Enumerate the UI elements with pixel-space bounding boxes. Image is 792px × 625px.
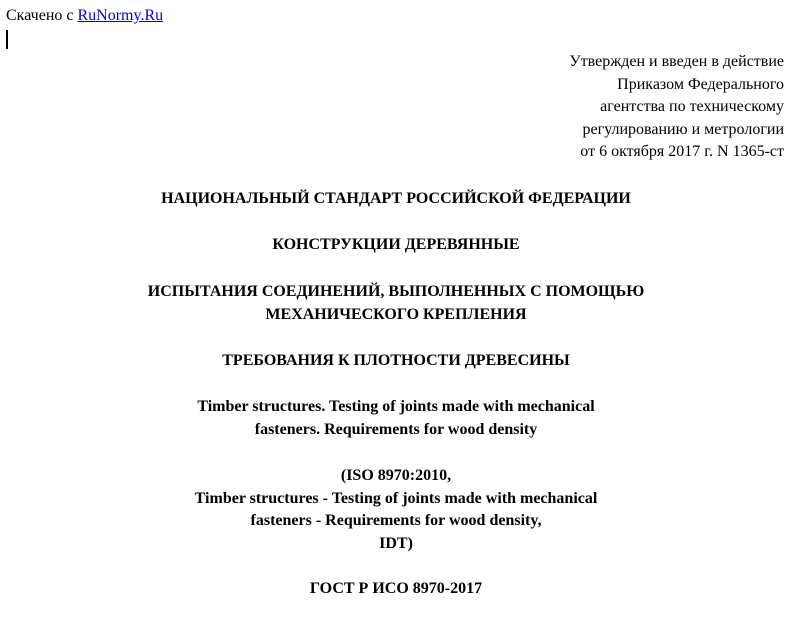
russian-title-line: ИСПЫТАНИЯ СОЕДИНЕНИЙ, ВЫПОЛНЕННЫХ С ПОМОЩЬЮ <box>147 283 645 300</box>
english-title-line: fasteners. Requirements for wood density <box>254 420 538 438</box>
approval-block <box>569 51 784 164</box>
standard-type-heading <box>0 188 792 211</box>
approval-line: агентства по техническому <box>600 98 784 115</box>
russian-subtitle-line: ТРЕБОВАНИЯ К ПЛОТНОСТИ ДРЕВЕСИНЫ <box>222 352 570 369</box>
russian-title <box>0 281 792 326</box>
approval-line: Утвержден и введен в действие <box>569 53 784 70</box>
iso-reference-line: (ISO 8970:2010, <box>340 467 452 484</box>
standard-type: НАЦИОНАЛЬНЫЙ СТАНДАРТ РОССИЙСКОЙ ФЕДЕРАЦИИ <box>161 190 631 207</box>
approval-line: регулированию и метрологии <box>582 120 784 138</box>
english-title <box>0 396 792 441</box>
subject: КОНСТРУКЦИИ ДЕРЕВЯННЫЕ <box>272 236 520 253</box>
source-attribution <box>6 6 163 26</box>
approval-line: от 6 октября 2017 г. N 1365-ст <box>580 143 784 160</box>
source-link[interactable]: RuNormy.Ru <box>77 7 164 24</box>
iso-reference-line: Timber structures - Testing of joints made with mechanical <box>194 489 598 507</box>
english-title-line: Timber structures. Testing of joints made with mechanical <box>197 398 595 415</box>
russian-title-line: МЕХАНИЧЕСКОГО КРЕПЛЕНИЯ <box>265 305 527 323</box>
gost-designation <box>0 578 792 601</box>
iso-reference-line: fasteners - Requirements for wood density, <box>250 512 542 529</box>
gost-designation-line: ГОСТ Р ИСО 8970-2017 <box>309 580 483 597</box>
approval-line: Приказом Федерального <box>617 75 784 93</box>
subject-heading <box>0 234 792 257</box>
iso-reference-line: IDT) <box>379 534 413 552</box>
text-cursor <box>6 30 8 49</box>
source-prefix: Скачено с <box>6 7 78 24</box>
iso-reference <box>0 465 792 555</box>
russian-subtitle <box>0 350 792 373</box>
